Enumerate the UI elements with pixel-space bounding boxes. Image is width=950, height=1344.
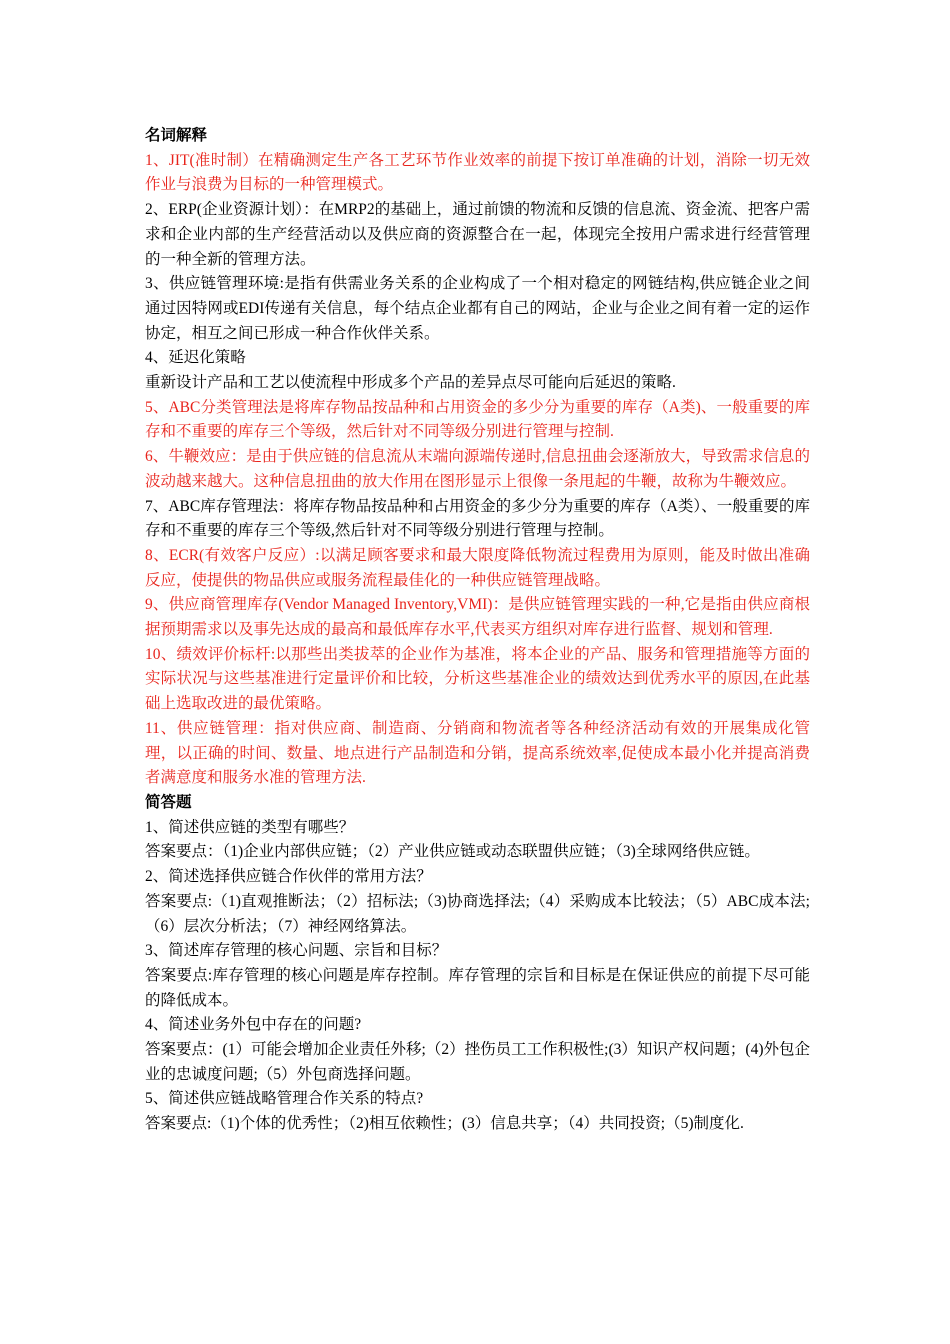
short-answer-paragraph-8: 答案要点：(1）可能会增加企业责任外移;（2）挫伤员工工作积极性;(3）知识产权问题；(4)外包企业的忠诚度问题;（5）外包商选择问题。 [145,1041,810,1083]
definition-paragraph-5: 重新设计产品和工艺以使流程中形成多个产品的差异点尽可能向后延迟的策略. [145,374,676,392]
section-title-definitions: 名词解释 [145,127,208,144]
definition-paragraph-10: 9、供应商管理库存(Vendor Managed Inventory,VMI)：是供应链管理实践的一种,它是指由供应商根据预期需求以及事先达成的最高和最低库存水平,代表买方组织对库存进行监督、规划和管理. [145,596,810,639]
short-answer-paragraph-3: 2、简述选择供应链合作伙伴的常用方法？ [145,868,432,886]
section-title-short-answers: 简答题 [145,793,192,811]
definition-paragraph-9: 8、ECR(有效客户反应）:以满足顾客要求和最大限度降低物流过程费用为原则，能及时做出准确反应，使提供的物品供应或服务流程最佳化的一种供应链管理战略。 [145,546,810,589]
short-answer-paragraph-5: 3、简述库存管理的核心问题、宗旨和目标？ [145,942,448,960]
definition-paragraph-8: 7、ABC库存管理法：将库存物品按品种和占用资金的多少分为重要的库存（A类）、一般重要的库存和不重要的库存三个等级,然后针对不同等级分别进行管理与控制。 [145,497,810,540]
short-answer-paragraph-6: 答案要点:库存管理的核心问题是库存控制。库存管理的宗旨和目标是在保证供应的前提下尽可能的降低成本。 [145,966,810,1009]
short-answers-list [145,816,810,1137]
definition-paragraph-7: 6、牛鞭效应：是由于供应链的信息流从末端向源端传递时,信息扭曲会逐渐放大，导致需求信息的波动越来越大。这种信息扭曲的放大作用在图形显示上很像一条甩起的牛鞭，故称为牛鞭效应。 [145,448,810,490]
short-answer-paragraph-9: 5、简述供应链战略管理合作关系的特点? [145,1090,424,1108]
definition-paragraph-1: 1、JIT(准时制）在精确测定生产各工艺环节作业效率的前提下按订单准确的计划，消除一切无效作业与浪费为目标的一种管理模式。 [145,151,810,194]
definitions-list [145,149,810,791]
short-answer-paragraph-7: 4、简述业务外包中存在的问题? [145,1016,362,1034]
short-answer-paragraph-2: 答案要点：（1)企业内部供应链；（2）产业供应链或动态联盟供应链；（3)全球网络供应链。 [145,843,760,861]
definition-paragraph-12: 11、供应链管理：指对供应商、制造商、分销商和物流者等各种经济活动有效的开展集成化管理，以正确的时间、数量、地点进行产品制造和分销，提高系统效率,促使成本最小化并提高消费者满意度和服务水准的管理方法. [145,719,810,787]
definition-paragraph-3: 3、供应链管理环境:是指有供需业务关系的企业构成了一个相对稳定的网链结构,供应链企业之间通过因特网或EDI传递有关信息，每个结点企业都有自己的网站，企业与企业之间有着一定的运作协定，相互之间已形成一种合作伙伴关系。 [145,275,810,342]
document-body [145,124,810,1137]
definition-paragraph-6: 5、ABC分类管理法是将库存物品按品种和占用资金的多少分为重要的库存（A类)、一般重要的库存和不重要的库存三个等级，然后针对不同等级分别进行管理与控制. [145,398,810,441]
short-answer-paragraph-10: 答案要点:（1)个体的优秀性；（2)相互依赖性；(3）信息共享；（4）共同投资;（5)制度化. [145,1115,744,1133]
short-answer-paragraph-1: 1、简述供应链的类型有哪些？ [145,818,355,836]
definition-paragraph-11: 10、绩效评价标杆:以那些出类拔萃的企业作为基准，将本企业的产品、服务和管理措施等方面的实际状况与这些基准进行定量评价和比较，分析这些基准企业的绩效达到优秀水平的原因,在此基础上选取改进的最优策略。 [145,645,810,713]
definition-paragraph-2: 2、ERP(企业资源计划）：在MRP2的基础上，通过前馈的物流和反馈的信息流、资金流、把客户需求和企业内部的生产经营活动以及供应商的资源整合在一起，体现完全按用户需求进行经营管理的一种全新的管理方法。 [145,201,810,268]
definition-paragraph-4: 4、延迟化策略 [145,349,246,367]
short-answer-paragraph-4: 答案要点:（1)直观推断法；（2）招标法;（3)协商选择法;（4）采购成本比较法；（5）ABC成本法;（6）层次分析法；（7）神经网络算法。 [145,892,810,935]
